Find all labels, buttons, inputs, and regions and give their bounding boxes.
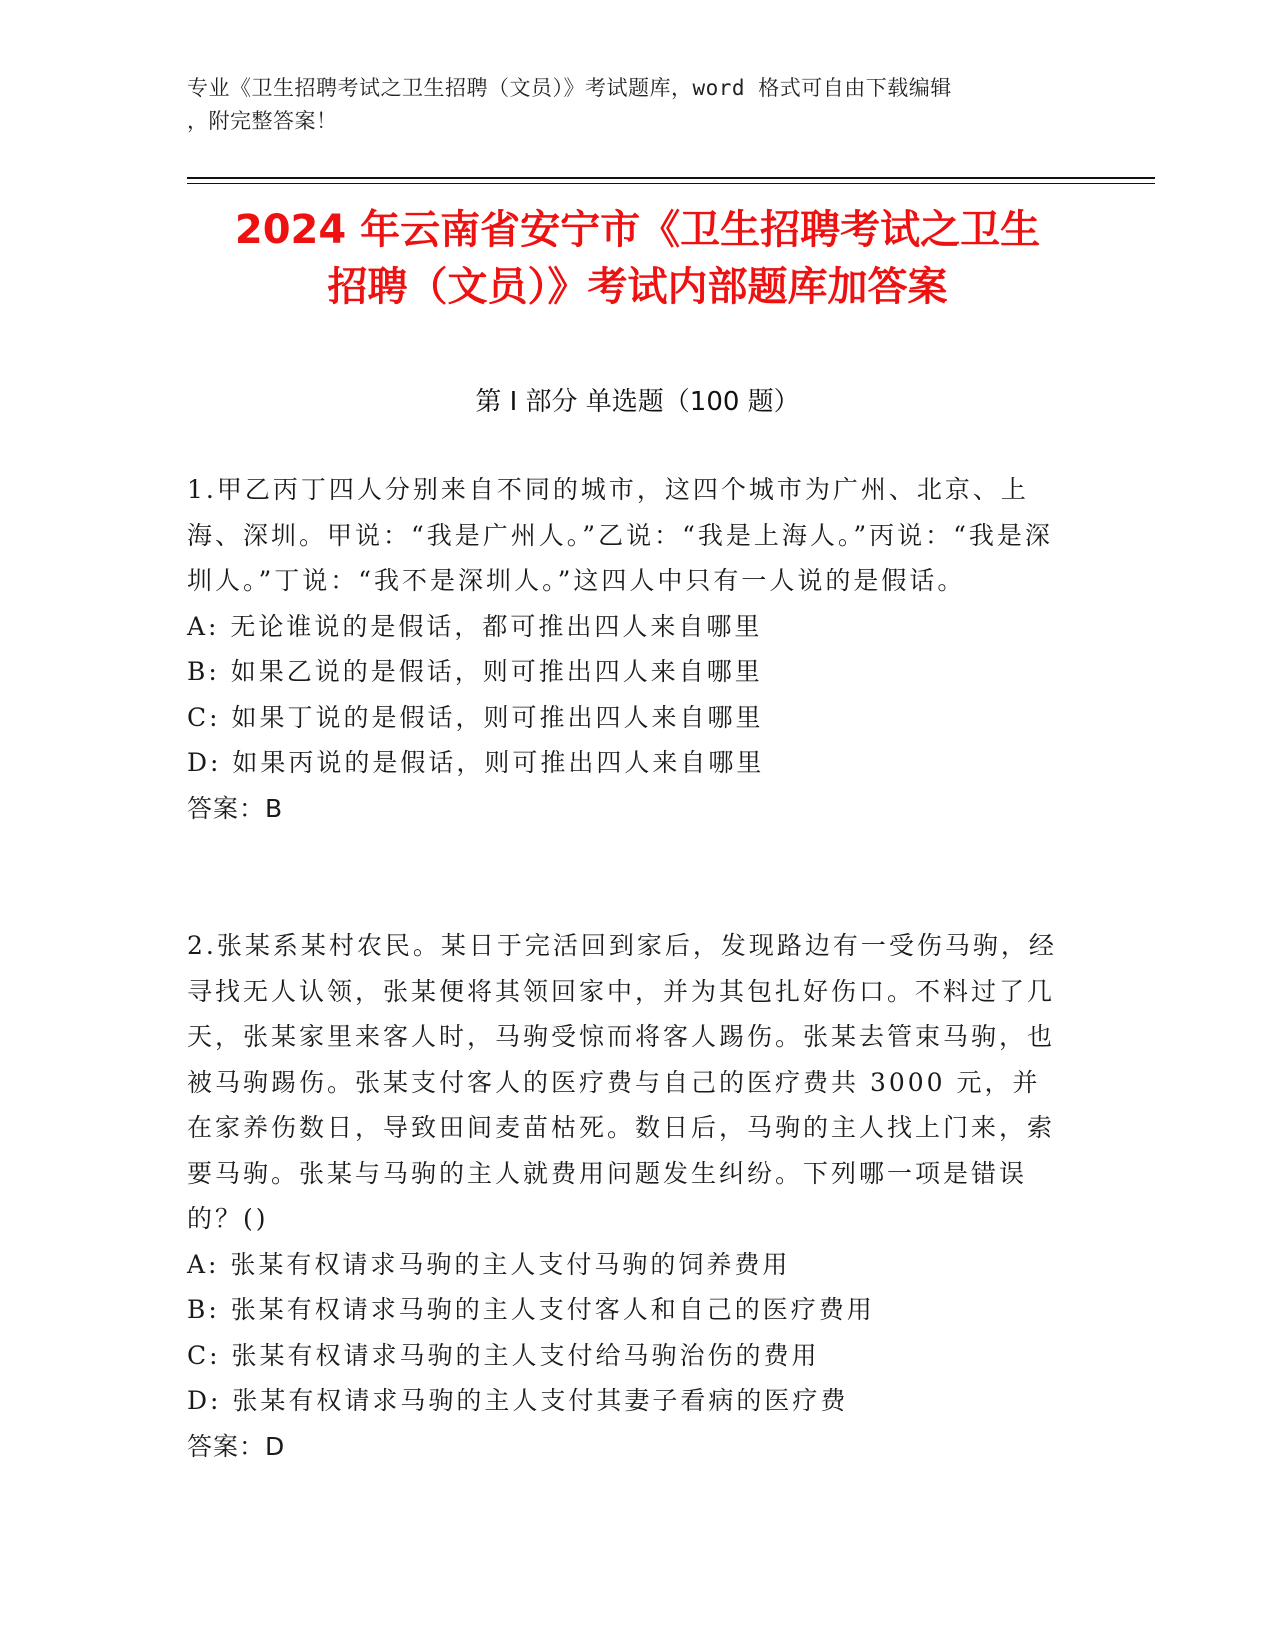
section-heading: 第 I 部分 单选题（100 题） bbox=[475, 387, 800, 417]
header-rule-thick bbox=[187, 177, 1155, 179]
option-a: A: 张某有权请求马驹的主人支付马驹的饲养费用 bbox=[187, 1249, 791, 1279]
option-a: A: 无论谁说的是假话，都可推出四人来自哪里 bbox=[187, 611, 763, 641]
question-stem: 2.张某系某村农民。某日于完活回到家后，发现路边有一受伤马驹，经寻找无人认领，张某便将其领回家中，并为其包扎好伤口。不料过了几天，张某家里来客人时，马驹受惊而将客人踢伤。张某去管束马驹，也被马驹踢伤。张某支付客人的医疗费与自己的医疗费共 3000 元，并在家养伤数日，导致田间麦苗枯死。数日后，马驹的主人找上门来，索要马驹。张某与马驹的主人就费用问题发生纠纷。下列哪一项是错误的？() bbox=[187, 931, 1057, 1233]
header-note bbox=[187, 72, 1067, 138]
option-d: D: 张某有权请求马驹的主人支付其妻子看病的医疗费 bbox=[187, 1386, 849, 1415]
answer-label: 答案：B bbox=[187, 793, 284, 823]
answer-label: 答案：D bbox=[187, 1431, 286, 1461]
header-rule-thin bbox=[187, 183, 1155, 184]
question-2 bbox=[187, 923, 1067, 1469]
question-1 bbox=[187, 467, 1067, 831]
option-b: B: 张某有权请求马驹的主人支付客人和自己的医疗费用 bbox=[187, 1295, 875, 1324]
header-note-line-2: ，附完整答案！ bbox=[187, 109, 338, 133]
option-b: B: 如果乙说的是假话，则可推出四人来自哪里 bbox=[187, 657, 763, 686]
option-d: D: 如果丙说的是假话，则可推出四人来自哪里 bbox=[187, 748, 765, 777]
question-stem: 1.甲乙丙丁四人分别来自不同的城市，这四个城市为广州、北京、上海、深圳。甲说：“我是广州人。”乙说：“我是上海人。”丙说：“我是深圳人。”丁说：“我不是深圳人。”这四人中只有一人说的是假话。 bbox=[187, 475, 1053, 595]
document-title bbox=[150, 202, 1125, 316]
document-title-line-1: 2024 年云南省安宁市《卫生招聘考试之卫生 bbox=[234, 207, 1041, 253]
document-title-line-2: 招聘（文员）》考试内部题库加答案 bbox=[327, 264, 948, 310]
option-c: C: 如果丁说的是假话，则可推出四人来自哪里 bbox=[187, 702, 764, 732]
option-c: C: 张某有权请求马驹的主人支付给马驹治伤的费用 bbox=[187, 1340, 820, 1370]
header-note-line-1: 专业《卫生招聘考试之卫生招聘（文员）》考试题库，word 格式可自由下载编辑 bbox=[187, 76, 952, 100]
